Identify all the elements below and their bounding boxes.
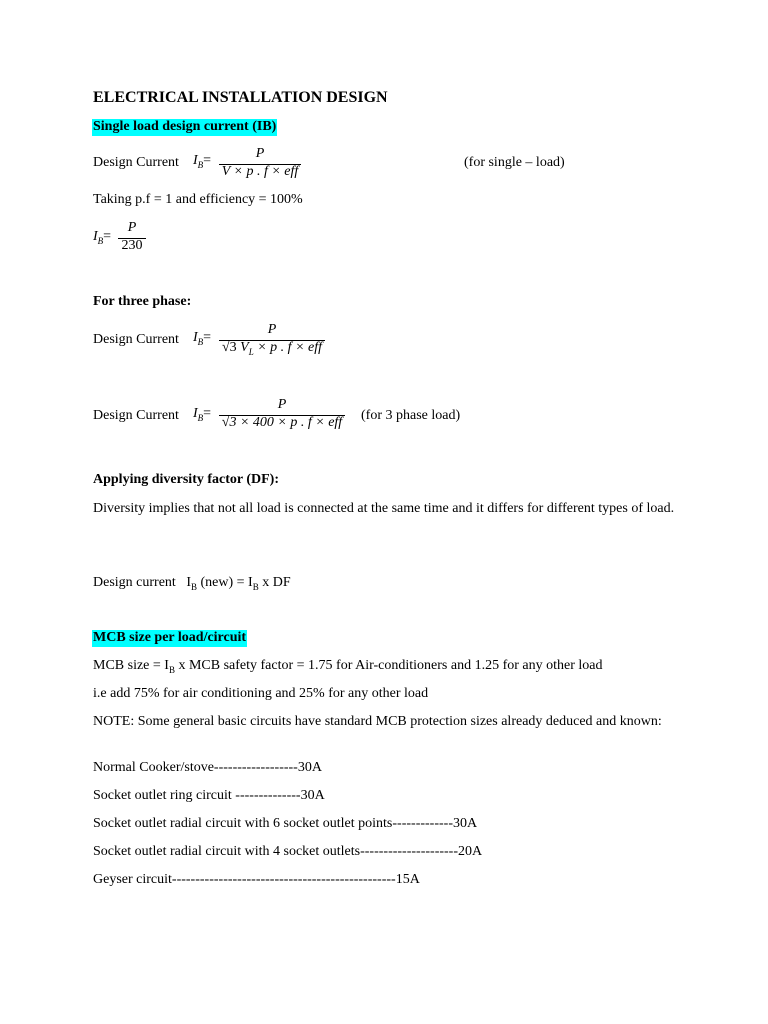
ib-symbol: $I_B=$: [193, 330, 212, 347]
numerator: P: [267, 322, 277, 337]
numerator: P: [277, 397, 287, 412]
document-title: ELECTRICAL INSTALLATION DESIGN: [93, 89, 388, 106]
mcb-size-line: MCB size = $I_B$ x MCB safety factor = 1.75 for Air-conditioners and 1.25 for any other load: [93, 658, 603, 675]
heading-diversity: Applying diversity factor (DF):: [93, 472, 279, 487]
ib-symbol: $I_B=$: [193, 153, 212, 170]
heading-mcb-size: MCB size per load/circuit: [93, 630, 247, 645]
circuit-item: Socket outlet radial circuit with 4 socket outlets---------------------20A: [93, 844, 483, 859]
ib-symbol: $I_B=$: [93, 229, 112, 246]
design-current-new-line: Design current $I_B$ $(new) = I_B$ x DF: [93, 575, 291, 592]
heading-three-phase: For three phase:: [93, 294, 192, 309]
numerator: P: [127, 220, 137, 235]
denominator: 230: [121, 238, 143, 253]
heading-single-load: Single load design current (IB): [93, 119, 277, 134]
note-paragraph: NOTE: Some general basic circuits have standard MCB protection sizes already deduced and known:: [93, 714, 662, 729]
ib-symbol: $I_B=$: [193, 406, 212, 423]
circuit-item: Geyser circuit------------------------------------------------15A: [93, 872, 420, 887]
diversity-paragraph: Diversity implies that not all load is connected at the same time and it differs for different types of load.: [93, 501, 675, 516]
design-current-label: Design Current: [93, 332, 179, 347]
design-current-label: Design Current: [93, 155, 179, 170]
denominator: √3 $V_L \times p$ . f × eff: [221, 340, 323, 357]
three-phase-note: (for 3 phase load): [361, 408, 461, 423]
ie-line: i.e add 75% for air conditioning and 25% for any other load: [93, 686, 429, 701]
circuit-item: Normal Cooker/stove------------------30A: [93, 760, 322, 775]
design-current-label: Design Current: [93, 408, 179, 423]
circuit-item: Socket outlet ring circuit --------------30A: [93, 788, 325, 803]
numerator: P: [255, 146, 265, 161]
single-load-note: (for single – load): [464, 155, 565, 170]
denominator: √3 × 400 × p . f × eff: [221, 415, 343, 430]
taking-pf-line: Taking p.f = 1 and efficiency = 100%: [93, 192, 303, 207]
denominator: V × p . f × eff: [221, 164, 299, 179]
circuit-item: Socket outlet radial circuit with 6 socket outlet points-------------30A: [93, 816, 478, 831]
